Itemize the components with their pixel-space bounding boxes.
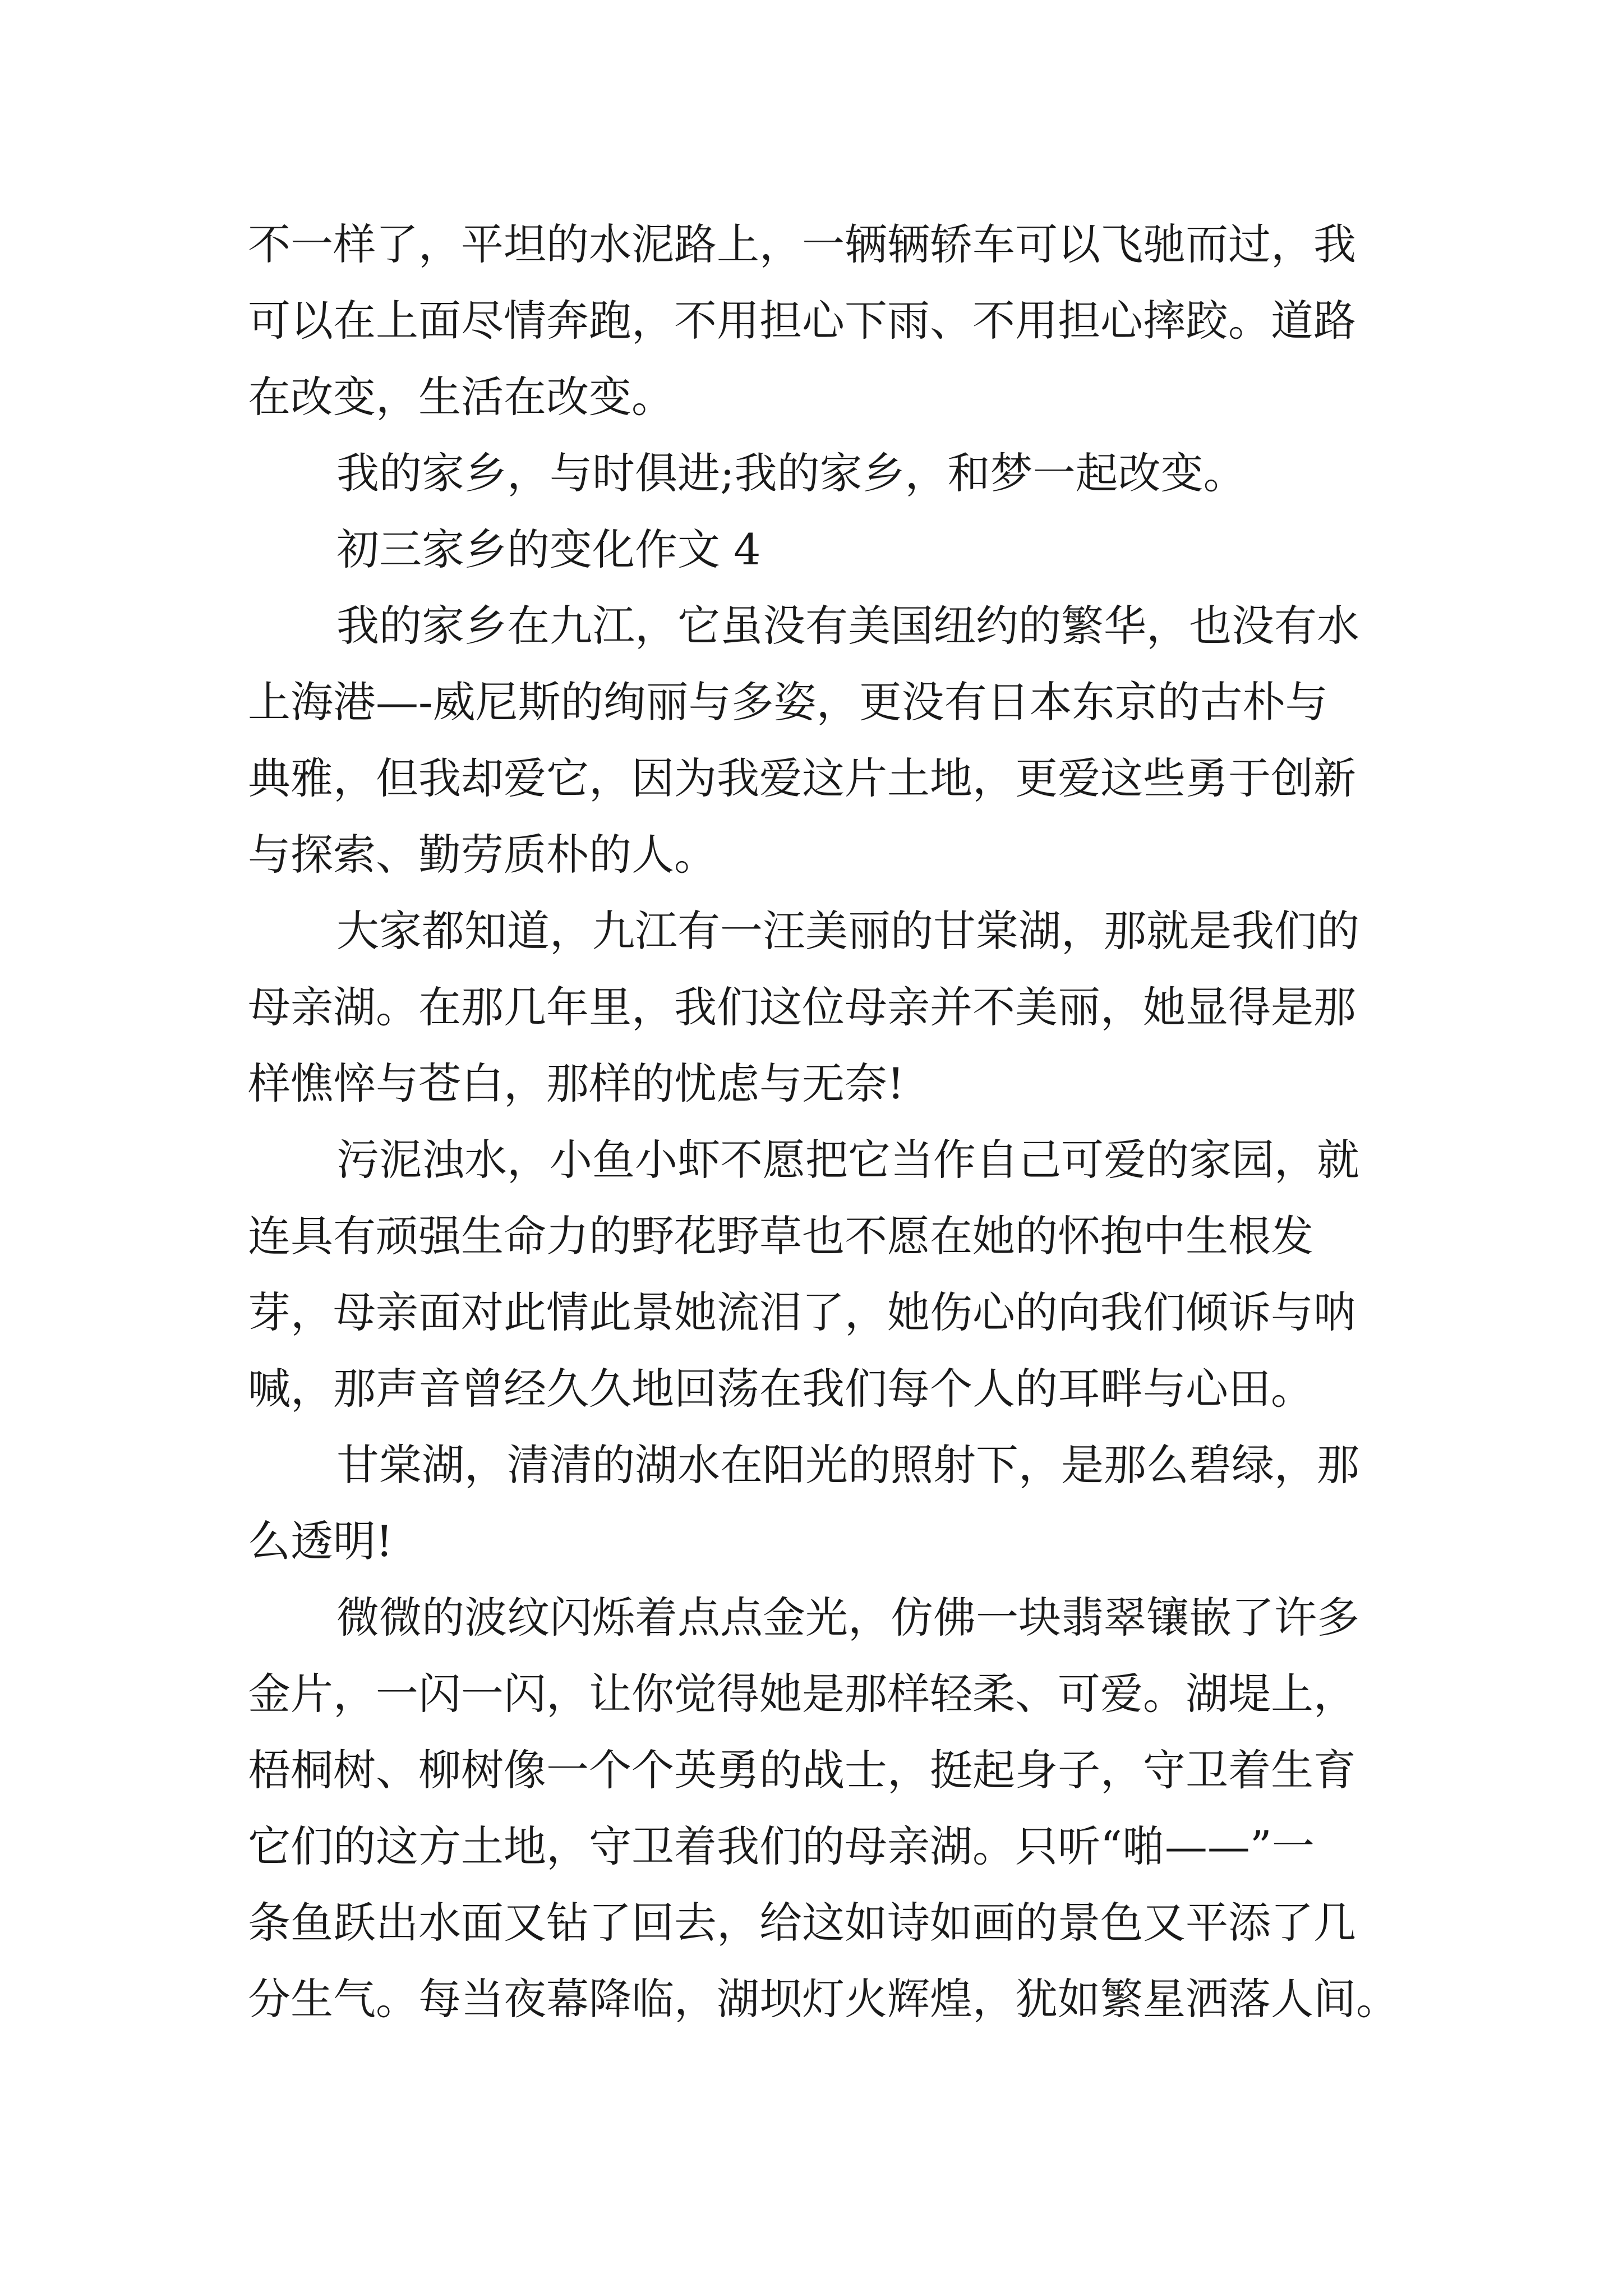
text-line: 连具有顽强生命力的野花野草也不愿在她的怀抱中生根发 <box>248 1211 1313 1261</box>
text-line: 典雅，但我却爱它，因为我爱这片土地，更爱这些勇于创新 <box>248 753 1356 803</box>
paragraph-start-line: 我的家乡，与时俱进;我的家乡，和梦一起改变。 <box>336 448 1246 498</box>
text-line: 它们的这方土地，守卫着我们的母亲湖。只听“啪——”一 <box>248 1821 1315 1871</box>
text-line: 梧桐树、柳树像一个个英勇的战士，挺起身子，守卫着生育 <box>248 1745 1356 1795</box>
text-line: 在改变，生活在改变。 <box>248 372 674 422</box>
text-line: 可以在上面尽情奔跑，不用担心下雨、不用担心摔跤。道路 <box>248 296 1356 346</box>
text-line: 芽，母亲面对此情此景她流泪了，她伤心的向我们倾诉与呐 <box>248 1287 1356 1337</box>
text-line: 样憔悴与苍白，那样的忧虑与无奈! <box>248 1059 905 1108</box>
paragraph-start-line: 污泥浊水，小鱼小虾不愿把它当作自己可爱的家园，就 <box>336 1135 1359 1185</box>
paragraph-start-line: 微微的波纹闪烁着点点金光，仿佛一块翡翠镶嵌了许多 <box>336 1593 1359 1642</box>
text-line: 喊，那声音曾经久久地回荡在我们每个人的耳畔与心田。 <box>248 1364 1313 1414</box>
paragraph-start-line: 大家都知道，九江有一汪美丽的甘棠湖，那就是我们的 <box>336 906 1359 956</box>
text-line: 分生气。每当夜幕降临，湖坝灯火辉煌，犹如繁星洒落人间。 <box>248 1974 1399 2024</box>
text-line: 么透明! <box>248 1516 393 1566</box>
text-line: 金片，一闪一闪，让你觉得她是那样轻柔、可爱。湖堤上， <box>248 1669 1356 1719</box>
text-line: 与探索、勤劳质朴的人。 <box>248 830 717 880</box>
paragraph-start-line: 我的家乡在九江，它虽没有美国纽约的繁华，也没有水 <box>336 601 1359 651</box>
text-line: 不一样了，平坦的水泥路上，一辆辆轿车可以飞驰而过，我 <box>248 219 1356 269</box>
text-line: 条鱼跃出水面又钻了回去，给这如诗如画的景色又平添了几 <box>248 1898 1356 1948</box>
essay-text <box>248 206 1399 2037</box>
paragraph-start-line: 甘棠湖，清清的湖水在阳光的照射下，是那么碧绿，那 <box>336 1440 1359 1490</box>
text-line: 母亲湖。在那几年里，我们这位母亲并不美丽，她显得是那 <box>248 982 1356 1032</box>
essay-heading: 初三家乡的变化作文 4 <box>336 524 761 574</box>
text-line: 上海港—-威尼斯的绚丽与多姿，更没有日本东京的古朴与 <box>248 677 1328 727</box>
